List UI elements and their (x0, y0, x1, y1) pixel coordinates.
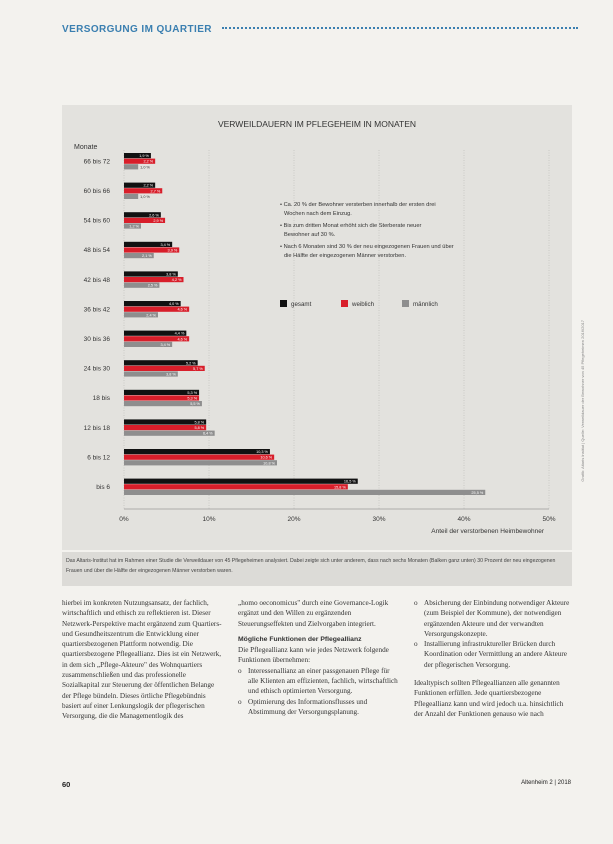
data-label: 3,8 % (166, 272, 176, 277)
chart-annotation: • Bis zum dritten Monat erhöht sich die Sterberate neuer Bewohner auf 30 %. (280, 223, 422, 238)
data-label: 3,8 % (166, 372, 176, 377)
bar-chart (62, 105, 572, 550)
data-label: 3,4 % (160, 342, 171, 347)
bar-weiblich (124, 484, 348, 489)
x-axis-label: Anteil der verstorbenen Heimbewohner (431, 528, 544, 535)
data-label: 1,0 % (140, 165, 150, 170)
data-label: 4,0 % (168, 302, 179, 307)
data-label: 5,8 % (194, 426, 205, 431)
legend-label: männlich (413, 301, 438, 308)
legend-label: weiblich (352, 301, 375, 308)
category-label: 18 bis (92, 395, 110, 403)
data-label: 5,7 % (193, 366, 203, 371)
text-column-1 (62, 598, 222, 722)
paragraph: Idealtypisch sollten Pflegeallianzen alle genannten Funktionen erfüllen. Jede quartiersbezogene Pflegeallianz kann und wird jedoch u.a. hinsichtlich der Anzahl der Funktionen genauso wie nach (414, 679, 564, 718)
category-label: 6 bis 12 (87, 454, 110, 462)
bar-mnnlich (124, 431, 215, 436)
legend-swatch (341, 300, 348, 307)
category-label: 66 bis 72 (83, 158, 110, 166)
data-label: 1,9 % (139, 154, 149, 159)
data-label: 5,2 % (185, 361, 196, 366)
data-label: 10,8 % (263, 461, 275, 466)
header-divider (222, 27, 578, 29)
text-column-2 (238, 598, 398, 717)
category-label: bis 6 (96, 484, 110, 491)
data-label: 4,2 % (171, 278, 182, 283)
data-label: 2,2 % (143, 159, 154, 164)
category-label: 36 bis 42 (83, 306, 110, 314)
x-tick-label: 20% (287, 516, 301, 523)
magazine-info: Altenheim 2 | 2018 (521, 780, 571, 786)
page-number: 60 (62, 780, 71, 789)
list-item: o Installierung infrastruktureller Brücken durch Koordination oder Vermittlung an andere Akteure der pflegerischen Versorgung. (414, 639, 574, 670)
data-label: 5,8 % (194, 420, 205, 425)
list-item: o Optimierung des Informationsflusses und Abstimmung der Versorgungsplanung. (238, 697, 398, 718)
legend-label: gesamt (291, 301, 312, 308)
bar-gesamt (124, 479, 358, 484)
list-item: o Absicherung der Einbindung notwendiger Akteure (zum Beispiel der Kommune), der notwendigen ergänzenden Akteure und der verwandten Versorgungskonzepte. (414, 598, 574, 639)
x-tick-label: 30% (372, 516, 386, 523)
data-label: 6,4 % (202, 431, 213, 436)
data-label: 2,4 % (146, 313, 156, 318)
data-label: 2,7 % (150, 189, 161, 194)
data-label: 2,1 % (142, 254, 152, 259)
data-label: 2,9 % (153, 218, 164, 223)
y-axis-label: Monate (74, 144, 98, 151)
bar-mnnlich (124, 194, 138, 199)
data-label: 5,3 % (187, 396, 198, 401)
data-label: 2,5 % (147, 283, 158, 288)
data-label: 3,4 % (160, 242, 171, 247)
bar-mnnlich (124, 460, 277, 465)
list-item: o Interessenallianz an einer passgenauen Pflege für alle Klienten am effizienten, fachlich, wirtschaftlich und ethisch optimierten Versorgung. (238, 666, 398, 697)
chart-annotation: • Ca. 20 % der Bewohner versterben innerhalb der ersten drei Wochen nach dem Einzug. (280, 202, 436, 217)
paragraph: hierbei im konkreten Nutzungsansatz, der fachlich, wirtschaftlich und ethisch zu reflektieren ist. Dieser Netzwerk-Perspektive macht ergänzend zum Quartiers- und Gesundheitszentrum die Entwicklung einer quartiersbezogenen Plattform notwendig. Die quartiersbezogene Pflegeallianz. Dies ist ein Netzwerk, in dem sich „Pflege-Akteure" des Wohnquartiers zusammenschließen und das professionelle Sozialkapital zur Steuerung der öffentlichen Belange der Pflege bündeln. Dieses örtliche Pflegebündnis basiert auf einer Lenkungslogik der pflegerischen Versorgung, die die Managementlogik des (62, 599, 222, 721)
legend-swatch (402, 300, 409, 307)
chart-title: VERWEILDAUERN IM PFLEGEHEIM IN MONATEN (217, 119, 417, 129)
x-tick-label: 40% (457, 516, 471, 523)
data-label: 2,2 % (143, 183, 154, 188)
section-header: VERSORGUNG IM QUARTIER (62, 24, 212, 35)
category-label: 54 bis 60 (83, 217, 110, 225)
side-credit: Grafik: Altaris Institut | Quelle: Verweildauer der Bewohner von 45 Pflegeheimen 2016/2017 (580, 320, 585, 482)
category-label: 30 bis 36 (83, 336, 110, 343)
data-label: 3,9 % (167, 248, 178, 253)
data-label: 1,2 % (129, 224, 139, 229)
category-label: 60 bis 66 (83, 188, 110, 195)
paragraph: Die Pflegeallianz kann wie jedes Netzwerk folgende Funktionen übernehmen: (238, 646, 389, 665)
data-label: 5,5 % (190, 402, 200, 407)
chart-figure (62, 105, 572, 550)
figure-caption: Das Altaris-Institut hat im Rahmen einer Studie die Verweildauer von 45 Pflegeheimen analysiert. Dabei zeigte sich unter anderem, dass nach sechs Monaten (Balken ganz unten) 30 Prozent der neu eingezogenen Frauen und über die Hälfte der eingezogenen Männer verstorben waren. (62, 552, 572, 586)
chart-annotation: • Nach 6 Monaten sind 30 % der neu eingezogenen Frauen und über die Hälfte der eingezogenen Männer verstorben. (280, 244, 454, 259)
paragraph: „homo oeconomicus" durch eine Governance-Logik ergänzt und den Willen zu ergänzenden Steuerungseffekten und Zielvorgaben integriert. (238, 599, 389, 628)
category-label: 42 bis 48 (83, 276, 110, 284)
category-label: 48 bis 54 (83, 247, 110, 255)
data-label: 2,6 % (149, 213, 159, 218)
bar-weiblich (124, 455, 274, 460)
data-label: 10,6 % (260, 455, 273, 460)
x-tick-label: 0% (119, 516, 129, 523)
data-label: 10,3 % (256, 450, 268, 455)
data-label: 4,4 % (174, 331, 185, 336)
text-column-3 (414, 598, 574, 719)
x-tick-label: 10% (202, 516, 216, 523)
legend-swatch (280, 300, 287, 307)
bar-gesamt (124, 449, 270, 454)
data-label: 4,6 % (177, 307, 188, 312)
data-label: 4,6 % (177, 337, 188, 342)
bar-mnnlich (124, 490, 485, 495)
category-label: 12 bis 18 (83, 424, 110, 432)
data-label: 25,5 % (471, 490, 484, 495)
subheading: Mögliche Funktionen der Pflegeallianz (238, 635, 362, 643)
data-label: 16,5 % (343, 479, 356, 484)
data-label: 5,3 % (187, 390, 198, 395)
bar-mnnlich (124, 164, 138, 169)
data-label: 15,8 % (334, 485, 346, 490)
category-label: 24 bis 30 (83, 365, 110, 373)
x-tick-label: 50% (542, 516, 556, 523)
data-label: 1,0 % (140, 194, 150, 199)
